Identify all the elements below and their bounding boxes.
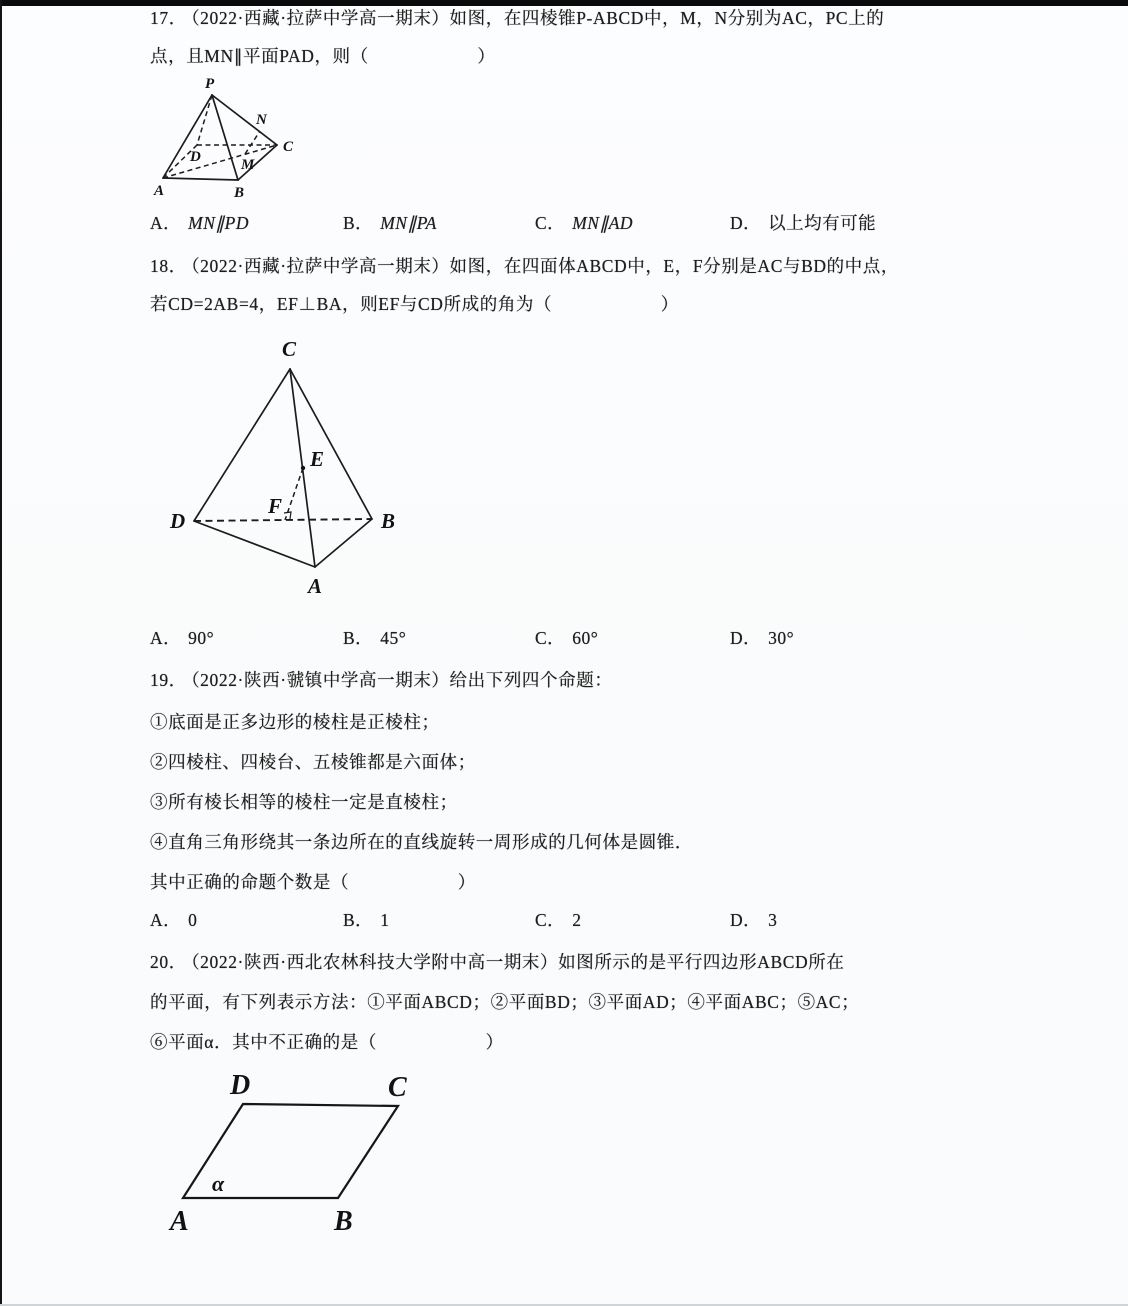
plane-label-alpha: α [212, 1171, 225, 1196]
vertex-label-c: C [388, 1072, 407, 1103]
q18-figure-tetrahedron-abcd [168, 338, 413, 603]
vertex-label-m: M [241, 157, 255, 173]
edge-pd-dashed [197, 95, 212, 145]
edge-ab [163, 178, 238, 180]
vertex-label-d: D [170, 509, 186, 533]
vertex-label-b: B [334, 1206, 353, 1237]
q17-option-b: B． MN∥PA [343, 213, 437, 233]
vertex-label-e: E [310, 447, 325, 471]
q19-option-a: A． 0 [150, 910, 198, 930]
q18-option-d: D． 30° [730, 628, 795, 648]
q17-stem-text-1: （2022·西藏·拉萨中学高一期末）如图，在四棱锥P-ABCD中，M，N分别为AC，PC上的 [190, 8, 885, 28]
q17-number: 17． [150, 8, 187, 28]
vertex-label-p: P [205, 76, 215, 92]
edge-pc [212, 95, 277, 145]
q17-stem-line-1 [150, 6, 884, 30]
q19-proposition-1: ①底面是正多边形的棱柱是正棱柱； [150, 712, 440, 732]
q20-stem-line-2: 的平面，有下列表示方法：①平面ABCD；②平面BD；③平面AD；④平面ABC；⑤AC； [150, 992, 860, 1012]
q18-option-b: B． 45° [343, 628, 407, 648]
edge-cb [290, 369, 372, 519]
scan-edge-left [0, 0, 2, 1306]
vertex-label-f: F [268, 494, 283, 518]
q18-stem-line-2: 若CD=2AB=4，EF⊥BA，则EF与CD所成的角为（ ） [150, 294, 679, 314]
q17-option-c: C． MN∥AD [535, 213, 634, 233]
q18-number: 18． [150, 256, 187, 276]
exam-content [150, 0, 1000, 1306]
q19-stem-line-2: 其中正确的命题个数是（ ） [150, 872, 476, 892]
point-e-dot [301, 466, 305, 470]
q19-proposition-2: ②四棱柱、四棱台、五棱锥都是六面体； [150, 752, 476, 772]
vertex-label-b: B [234, 185, 245, 201]
edge-pb [212, 95, 238, 180]
q20-stem-line-1 [150, 950, 844, 974]
q20-stem-line-3: ⑥平面α．其中不正确的是（ ） [150, 1032, 504, 1052]
vertex-label-c: C [283, 139, 294, 155]
q20-figure-parallelogram-abcd [168, 1064, 433, 1249]
q19-options [150, 908, 1000, 934]
vertex-label-a: A [154, 183, 165, 199]
q17-options [150, 211, 1000, 237]
edge-ab [315, 519, 372, 567]
q18-stem-text-1: （2022·西藏·拉萨中学高一期末）如图，在四面体ABCD中，E，F分别是AC与BD的中点， [190, 256, 899, 276]
vertex-label-b: B [381, 509, 396, 533]
edge-db-dashed [194, 519, 372, 521]
q18-stem-line-1 [150, 254, 899, 278]
q18-option-c: C． 60° [535, 628, 599, 648]
vertex-label-a: A [308, 574, 323, 598]
q17-stem-line-2: 点，且MN∥平面PAD，则（ ） [150, 46, 496, 66]
edge-da [194, 521, 315, 567]
q19-option-d: D． 3 [730, 910, 778, 930]
q19-proposition-3: ③所有棱长相等的棱柱一定是直棱柱； [150, 792, 458, 812]
q20-number: 20． [150, 952, 187, 972]
vertex-label-d: D [190, 149, 201, 165]
q19-number: 19． [150, 670, 187, 690]
q19-stem-text-1: （2022·陕西·虢镇中学高一期末）给出下列四个命题： [190, 670, 613, 690]
vertex-label-c: C [282, 337, 297, 361]
vertex-label-d: D [230, 1070, 251, 1101]
vertex-label-a: A [170, 1206, 189, 1237]
q19-proposition-4: ④直角三角形绕其一条边所在的直线旋转一周形成的几何体是圆锥． [150, 832, 693, 852]
q19-stem-line-1 [150, 668, 612, 692]
q17-figure-pyramid-pabcd [150, 74, 340, 206]
q17-option-d: D． 以上均有可能 [730, 213, 877, 233]
q18-options [150, 626, 1000, 652]
q19-option-c: C． 2 [535, 910, 582, 930]
vertex-label-n: N [256, 112, 267, 128]
segment-mn-dashed [245, 131, 260, 154]
q17-option-a: A． MN∥PD [150, 213, 249, 233]
q20-stem-text-1: （2022·陕西·西北农林科技大学附中高一期末）如图所示的是平行四边形ABCD所在 [190, 952, 845, 972]
q18-option-a: A． 90° [150, 628, 215, 648]
q19-option-b: B． 1 [343, 910, 390, 930]
